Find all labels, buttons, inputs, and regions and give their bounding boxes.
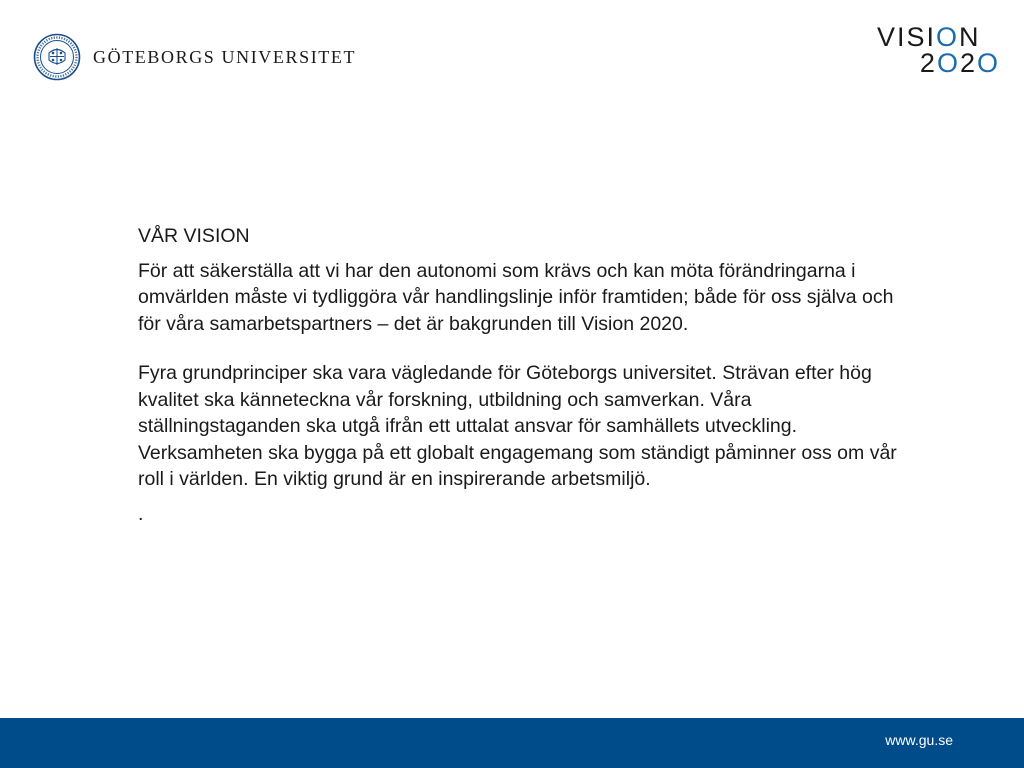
vision-logo-accent: O xyxy=(976,48,1000,78)
vision-logo-accent: O xyxy=(936,48,960,78)
vision-logo-text: 2 xyxy=(959,48,977,78)
vision-2020-logo xyxy=(877,24,1000,76)
university-seal-icon xyxy=(33,33,81,81)
university-logo xyxy=(33,33,356,81)
footer-url[interactable]: www.gu.se xyxy=(885,732,953,748)
vision-logo-text: 2 xyxy=(919,48,937,78)
paragraph-1: För att säkerställa att vi har den autonomi som krävs och kan möta förändringarna i omvärlden måste vi tydliggöra vår handlingslinje inför framtiden; både för oss själva och för våra samarbetspartners – det är bakgrunden till Vision 2020. xyxy=(138,259,894,335)
vision-logo-line-1 xyxy=(877,24,1000,50)
vision-logo-accent: O xyxy=(936,22,960,52)
paragraph-2: Fyra grundprinciper ska vara vägledande för Göteborgs universitet. Strävan efter hög kvalitet ska känneteckna vår forskning, utbildning och samverkan. Våra ställningstaganden ska utgå ifrån ett uttalat ansvar för samhällets utveckling. Verksamheten ska bygga på ett globalt engagemang som ständigt påminner oss om vår roll i världen. En viktig grund är en inspirerande arbetsmiljö. xyxy=(138,362,897,490)
footer-bar xyxy=(0,718,1024,768)
trailing-period: . xyxy=(138,502,144,525)
vision-logo-text: VISI xyxy=(877,22,937,52)
vision-logo-text: N xyxy=(959,22,981,52)
section-heading: VÅR VISION xyxy=(138,225,250,247)
vision-logo-line-2 xyxy=(877,50,1000,76)
university-name: GÖTEBORGS UNIVERSITET xyxy=(93,46,357,67)
slide-body xyxy=(138,223,918,527)
